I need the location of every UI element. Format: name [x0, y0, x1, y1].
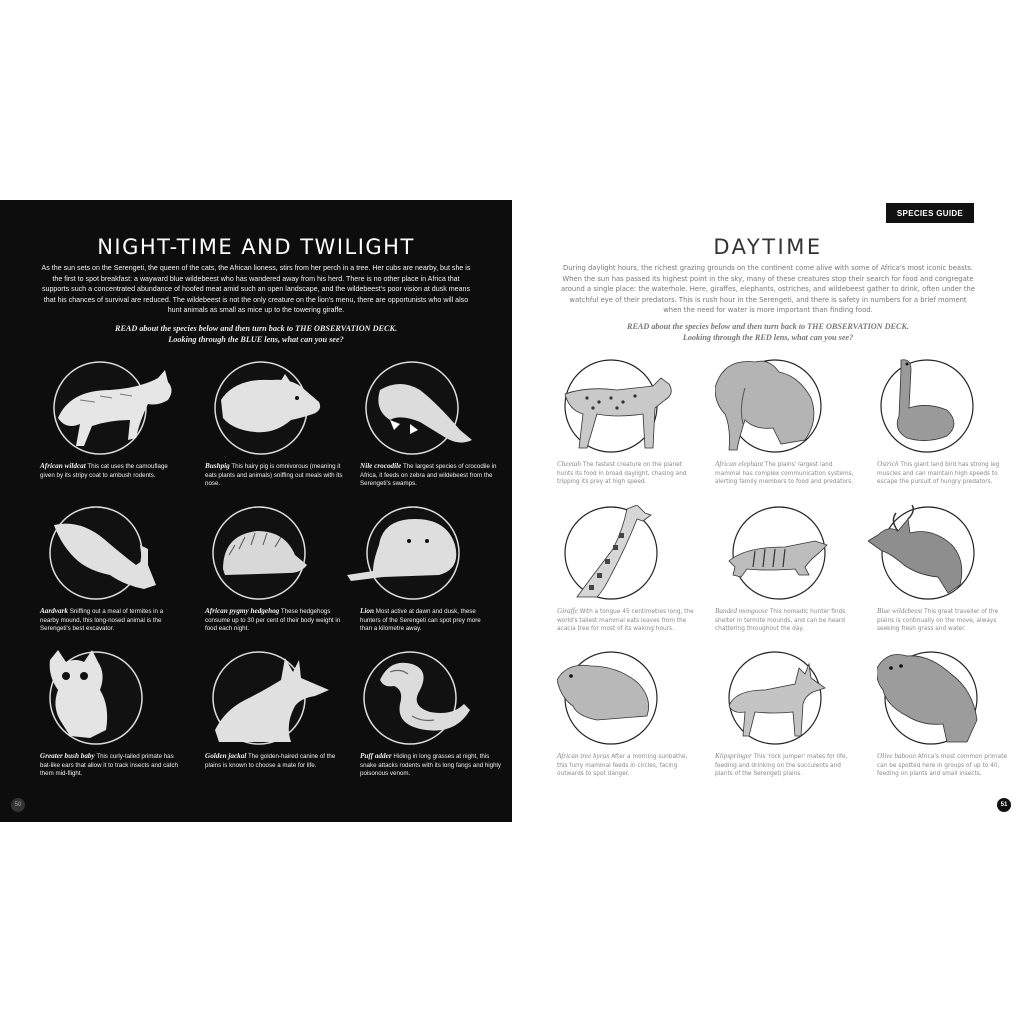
- puff-adder-illustration: [360, 650, 502, 750]
- species-caption: [715, 752, 857, 779]
- species-text: The golden-haired canine of the plains is known to choose a mate for life.: [205, 753, 336, 769]
- mongoose-illustration: [715, 505, 857, 605]
- page-title: NIGHT-TIME AND TWILIGHT: [97, 235, 415, 259]
- prompt-line: READ about the species below and then turn back to THE OBSERVATION DECK.: [115, 324, 397, 333]
- intro-paragraph: During daylight hours, the richest grazing grounds on the continent come alive with some of Africa's most iconic beasts. When the sun has passed its highest point in the sky, many of these creatures stop their search for food and congregate around a single place: the waterhole. Here, giraffes, elephants, ostriches, and wildebeest gather to drink, often under the watchful eye of their predators. This is rush hour in the Serengeti, and there is safety in numbers for a brief moment when the need for water is more important than finding food.: [560, 264, 976, 315]
- species-text: This giant land bird has strong leg muscles and can maintain high speeds to escape the pursuit of hungry predators.: [877, 462, 1000, 486]
- night-page: [0, 200, 512, 822]
- species-text: With a tongue 45 centimetres long, the world's tallest mammal eats leaves from the acacia tree for most of its waking hours.: [557, 609, 694, 633]
- page-title: DAYTIME: [713, 235, 823, 259]
- species-text: This great traveller of the plains is continually on the move, always seeking fresh grass and water.: [877, 609, 999, 633]
- prompt-line: Looking through the RED lens, what can you see?: [682, 332, 854, 342]
- species-text: These hedgehogs consume up to 30 per cent of their body weight in food each night.: [205, 608, 341, 633]
- page-number: 50: [11, 798, 25, 812]
- species-name: Bushpig: [205, 462, 230, 470]
- jackal-illustration: [205, 650, 347, 750]
- intro-paragraph: As the sun sets on the Serengeti, the queen of the cats, the African lioness, stirs from her perch in a tree. Her cubs are nearby, but she is the first to spot breakfast: a wayward blue wildebeest who has wandered away from his herd. There is no other place in Africa that supports such a concentrated abundance of hoofed meat amid such an open landscape, and the wildebeest's poor vision at dusk means that his chances of survival are reduced. The wildebeest is not the only creature on the lion's menu, there are opportunists who will also hunt animals as small as mice up to the towering giraffe.: [41, 264, 471, 315]
- species-text: Most active at dawn and dusk, these hunters of the Serengeti can spot prey more than a kilometre away.: [360, 608, 481, 633]
- species-caption: [360, 462, 502, 489]
- species-name: Golden jackal: [205, 752, 247, 760]
- species-text: Sniffing out a meal of termites in a nearby mound, this long-nosed animal is the Serengeti's best excavator.: [40, 608, 164, 633]
- page-number: 51: [997, 798, 1011, 812]
- species-caption: [205, 607, 347, 634]
- species-caption: [360, 607, 485, 634]
- prompt-line: Looking through the BLUE lens, what can you see?: [168, 334, 344, 344]
- species-caption: [877, 752, 1019, 779]
- book-spread: [0, 200, 1024, 822]
- species-name: Cheetah: [557, 460, 581, 468]
- species-name: African wildcat: [40, 462, 86, 470]
- species-caption: [557, 607, 699, 634]
- species-caption: [715, 607, 857, 634]
- aardvark-illustration: [40, 505, 182, 605]
- section-tab: SPECIES GUIDE: [886, 203, 974, 223]
- cheetah-illustration: [557, 358, 699, 458]
- species-caption: [40, 607, 182, 634]
- species-caption: [205, 462, 347, 489]
- elephant-illustration: [715, 358, 857, 458]
- species-text: This hairy pig is omnivorous (meaning it eats plants and animals) sniffing out meals with its nose.: [205, 463, 343, 488]
- observation-prompt: [552, 322, 984, 343]
- species-text: The fastest creature on the planet hunts its food in broad daylight, chasing and tripping its prey at high speed.: [557, 462, 687, 486]
- species-text: This cat uses the camouflage given by its stripy coat to ambush rodents.: [40, 463, 168, 479]
- species-caption: [557, 752, 699, 779]
- species-caption: [557, 460, 699, 487]
- species-name: Puff adder: [360, 752, 392, 760]
- species-text: Africa's most common primate can be spotted here in groups of up to 40, feeding on plants and small insects.: [877, 754, 1007, 778]
- species-name: Greater bush baby: [40, 752, 95, 760]
- species-name: Ostrich: [877, 460, 899, 468]
- lion-illustration: [343, 505, 485, 605]
- species-text: Hiding in long grasses at night, this snake attacks rodents with its long fangs and highly poisonous venom.: [360, 753, 502, 778]
- species-name: Lion: [360, 607, 374, 615]
- species-name: African pygmy hedgehog: [205, 607, 280, 615]
- hyrax-illustration: [557, 650, 699, 750]
- species-name: Klipspringer: [715, 752, 752, 760]
- species-caption: [360, 752, 502, 779]
- species-caption: [205, 752, 347, 770]
- bushbaby-illustration: [40, 650, 182, 750]
- species-name: Nile crocodile: [360, 462, 402, 470]
- species-name: Banded mongoose: [715, 607, 768, 615]
- observation-prompt: [40, 324, 472, 345]
- species-text: The plains' largest land mammal has complex communication systems, alerting family members to food and predators.: [715, 462, 854, 486]
- hedgehog-illustration: [205, 505, 347, 605]
- baboon-illustration: [877, 650, 1019, 750]
- giraffe-illustration: [557, 505, 699, 605]
- species-caption: [40, 462, 182, 480]
- species-caption: [877, 460, 1019, 487]
- species-name: Olive baboon: [877, 752, 916, 760]
- day-page: [512, 200, 1024, 822]
- wildebeest-illustration: [868, 505, 1010, 605]
- species-text: This nomadic hunter finds shelter in termite mounds, and can be heard chattering throughout the day.: [715, 609, 846, 633]
- species-caption: [40, 752, 182, 779]
- species-name: African tree hyrax: [557, 752, 610, 760]
- bushpig-illustration: [205, 360, 347, 460]
- species-text: The largest species of crocodile in Africa, it feeds on zebra and wildebeest from the Serengeti's swamps.: [360, 463, 497, 488]
- ostrich-illustration: [877, 358, 1019, 458]
- species-text: This 'rock jumper' mates for life, feeding and drinking on the succulents and plants of the Serengeti plains.: [715, 754, 848, 778]
- species-name: Blue wildebeest: [877, 607, 923, 615]
- crocodile-illustration: [360, 360, 502, 460]
- wildcat-illustration: [40, 360, 182, 460]
- species-caption: [877, 607, 1010, 634]
- species-name: Aardvark: [40, 607, 68, 615]
- species-name: Giraffe: [557, 607, 578, 615]
- species-text: After a morning sunbathe, this furry mammal feeds in circles, facing outwards to spot danger.: [557, 754, 688, 778]
- species-caption: [715, 460, 857, 487]
- prompt-line: READ about the species below and then turn back to THE OBSERVATION DECK.: [627, 322, 909, 331]
- species-name: African elephant: [715, 460, 764, 468]
- klipspringer-illustration: [715, 650, 857, 750]
- species-text: This curly-tailed primate has bat-like ears that allow it to track insects and catch them mid-flight.: [40, 753, 178, 778]
